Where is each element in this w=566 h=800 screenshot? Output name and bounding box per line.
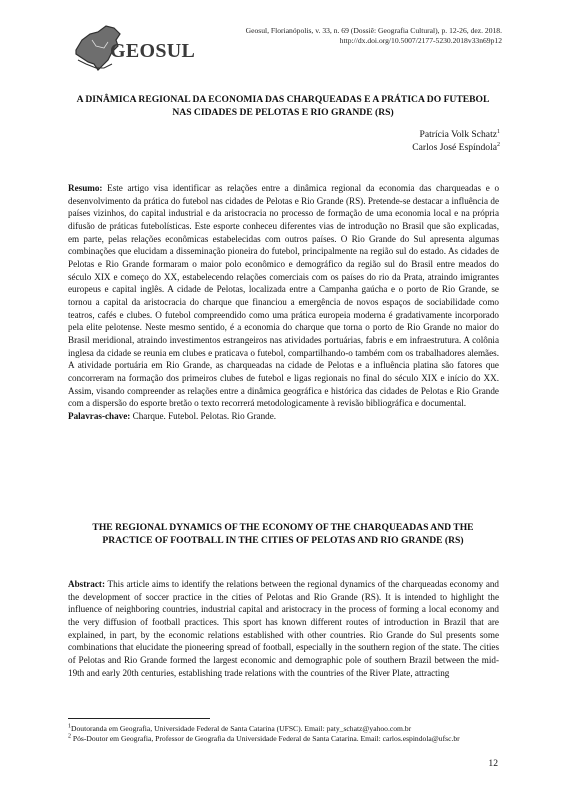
author bbox=[412, 128, 500, 141]
resumo-block bbox=[68, 182, 499, 422]
resumo-text: Este artigo visa identificar as relações entre a dinâmica regional da economia das charqueadas e o desenvolvimento da prática do futebol nas cidades de Pelotas e Rio Grande (RS). Pretende-se destacar a influência de países vizinhos, do capital industrial e da aristocracia no processo de formação de uma economia local e na própria difusão de práticas futebolísticas. Este esporte conheceu diferentes vias de introdução no Brasil que são explicadas, em parte, pelas relações econômicas estabelecidas com outros países. O Rio Grande do Sul apresenta algumas combinações que elucidam a disseminação pioneira do futebol, principalmente na região sul do estado. As cidades de Pelotas e Rio Grande formaram o maior polo econômico e demográfico da região sul do Brasil entre meados do século XIX e começo do XX, estabelecendo relações comerciais com os países do rio da Prata, atraindo imigrantes europeus e capital inglês. A cidade de Pelotas, localizada entre a Campanha gaúcha e o porto de Rio Grande, se tornou a capital da aristocracia do charque que financiou a emergência de novos espaços de sociabilidade como teatros, cafés e clubes. O futebol compreendido como uma prática europeia moderna é gradativamente incorporado pela elite pelotense. Neste mesmo sentido, é a economia do charque que torna o porto de Rio Grande no maior do Brasil meridional, atraindo investimentos estrangeiros nas atividades portuárias, fabris e em infraestrutura. A colônia inglesa da cidade se reunia em clubes e praticava o futebol, compartilhando-o também com os trabalhadores alemães. A atividade portuária em Rio Grande, as charqueadas na cidade de Pelotas e a influência platina são fatores que concorreram na formação dos primeiros clubes de futebol e ligas regionais no final do século XIX e início do XX. Assim, visando compreender as relações entre a dinâmica geográfica e histórica das cidades de Pelotas e Rio Grande com a dispersão do esporte bretão o texto recorrerá metodologicamente à revisão bibliográfica e documental. bbox=[68, 183, 500, 409]
footnote bbox=[68, 724, 499, 734]
keywords-text: Charque. Futebol. Pelotas. Rio Grande. bbox=[132, 410, 277, 421]
footnote-mark[interactable]: 2 bbox=[497, 141, 500, 148]
footnote-mark[interactable]: 1 bbox=[497, 128, 500, 135]
author-list bbox=[412, 128, 500, 154]
journal-logo bbox=[68, 20, 218, 74]
footnote-mark: 1 bbox=[68, 723, 71, 730]
footnote-text: Doutoranda em Geografia, Universidade Federal de Santa Catarina (UFSC). Email: paty_schatz@yahoo.com.br bbox=[71, 724, 412, 733]
author-name: Patrícia Volk Schatz bbox=[419, 129, 497, 140]
title-english: THE REGIONAL DYNAMICS OF THE ECONOMY OF THE CHARQUEADAS AND THE PRACTICE OF FOOTBALL IN THE CITIES OF PELOTAS AND RIO GRANDE (RS) bbox=[92, 522, 474, 547]
footnote-mark: 2 bbox=[68, 733, 71, 740]
footnote-divider bbox=[68, 718, 210, 719]
citation-header bbox=[202, 26, 502, 46]
page-number: 12 bbox=[488, 758, 498, 769]
keywords-label: Palavras-chave: bbox=[68, 410, 131, 421]
author-name: Carlos José Espíndola bbox=[412, 142, 497, 153]
resumo-label: Resumo: bbox=[68, 183, 103, 193]
citation-line: Geosul, Florianópolis, v. 33, n. 69 (Dossiê: Geografia Cultural), p. 12-26, dez. 2018. bbox=[245, 26, 502, 35]
footnotes bbox=[68, 724, 499, 744]
doi-line[interactable]: http://dx.doi.org/10.5007/2177-5230.2018v33n69p12 bbox=[339, 36, 502, 45]
abstract-label: Abstract: bbox=[68, 579, 105, 589]
author bbox=[412, 141, 500, 154]
title-portuguese: A DINÂMICA REGIONAL DA ECONOMIA DAS CHARQUEADAS E A PRÁTICA DO FUTEBOL NAS CIDADES DE PELOTAS E RIO GRANDE (RS) bbox=[76, 94, 490, 119]
footnote bbox=[68, 734, 499, 744]
abstract-block bbox=[68, 578, 499, 679]
logo-text: GEOSUL bbox=[110, 40, 196, 62]
abstract-text: This article aims to identify the relations between the regional dynamics of the charqueadas economy and the development of soccer practice in the cities of Pelotas and Rio Grande (RS). It is intended to highlight the influence of neighboring countries, industrial capital and aristocracy in the process of forming a local economy and the very diffusion of football practices. This sport has known different routes of introduction in Brazil that are explained, in part, by the economic relations established with other countries. Rio Grande do Sul presents some combinations that elucidate the pioneering spread of football, especially in the southern region of the state. The cities of Pelotas and Rio Grande formed the largest economic and demographic pole of southern Brazil between the mid-19th and early 20th centuries, establishing trade relations with the countries of the River Plate, attracting bbox=[68, 579, 499, 678]
footnote-text: Pós-Doutor em Geografia, Professor de Geografia da Universidade Federal de Santa Catarina. Email: carlos.espindola@ufsc.br bbox=[71, 734, 460, 743]
